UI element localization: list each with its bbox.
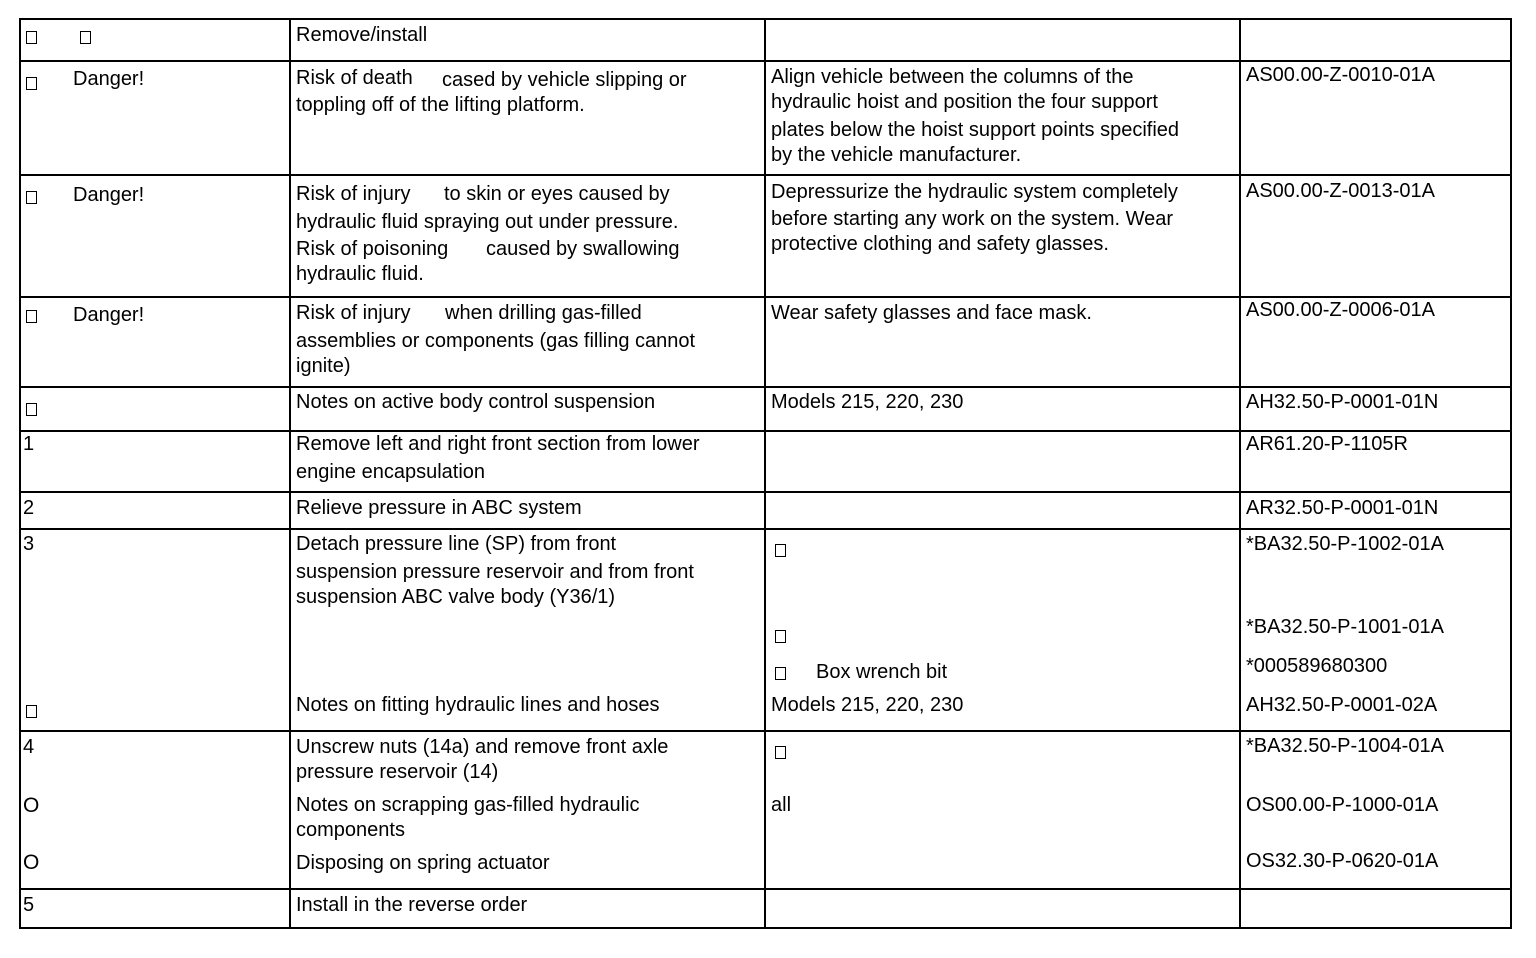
note-text: Notes on active body control suspension: [296, 391, 656, 413]
tool-label: Box wrench bit: [816, 661, 948, 683]
info-icon: [26, 705, 37, 718]
warning-icon: [26, 191, 37, 204]
measure-text: before starting any work on the system. Wear: [771, 208, 1174, 230]
note-text: components: [296, 819, 405, 841]
hazard-text: Risk of injury: [296, 183, 411, 205]
hazard-text: caused by swallowing: [486, 238, 680, 260]
hazard-text: Risk of injury: [296, 302, 411, 324]
danger-label: Danger!: [73, 184, 145, 206]
hazard-text: Risk of poisoning: [296, 238, 449, 260]
image-icon[interactable]: [775, 746, 786, 759]
step-text: suspension pressure reservoir and from front: [296, 561, 694, 583]
warning-icon: [26, 310, 37, 323]
measure-text: Wear safety glasses and face mask.: [771, 302, 1092, 324]
environment-marker: O: [23, 851, 40, 874]
danger-label: Danger!: [73, 304, 145, 326]
models-text: Models 215, 220, 230: [771, 391, 964, 413]
hazard-text: cased by vehicle slipping or: [442, 69, 687, 91]
step-text: suspension ABC valve body (Y36/1): [296, 586, 616, 608]
step-number: 4: [23, 736, 35, 758]
hazard-text: hydraulic fluid.: [296, 263, 424, 285]
reference-link[interactable]: AH32.50-P-0001-02A: [1246, 694, 1438, 716]
step-text: Remove left and right front section from lower: [296, 433, 700, 455]
warning-icon: [26, 77, 37, 90]
hazard-text: ignite): [296, 355, 351, 377]
tool-number[interactable]: *000589680300: [1246, 655, 1388, 677]
reference-link[interactable]: AS00.00-Z-0010-01A: [1246, 64, 1436, 86]
models-text: all: [771, 794, 792, 816]
info-icon: [26, 403, 37, 416]
hazard-text: assemblies or components (gas filling cannot: [296, 330, 696, 352]
reference-link[interactable]: AH32.50-P-0001-01N: [1246, 391, 1439, 413]
measure-text: Align vehicle between the columns of the: [771, 66, 1134, 88]
column-divider: [1239, 20, 1241, 927]
step-number: 1: [23, 433, 35, 455]
reference-link[interactable]: OS32.30-P-0620-01A: [1246, 850, 1439, 872]
reference-link[interactable]: *BA32.50-P-1004-01A: [1246, 735, 1444, 757]
reference-link[interactable]: OS00.00-P-1000-01A: [1246, 794, 1439, 816]
note-text: Notes on fitting hydraulic lines and hoses: [296, 694, 660, 716]
image-icon[interactable]: [775, 544, 786, 557]
step-text: Relieve pressure in ABC system: [296, 497, 582, 519]
header-action: Remove/install: [296, 24, 428, 46]
step-text: Detach pressure line (SP) from front: [296, 533, 617, 555]
note-text: Disposing on spring actuator: [296, 852, 550, 874]
missing-glyph-icon: [26, 31, 37, 44]
hazard-text: hydraulic fluid spraying out under pressure.: [296, 211, 679, 233]
hazard-text: Risk of death: [296, 67, 413, 89]
hazard-text: when drilling gas-filled: [445, 302, 642, 324]
reference-link[interactable]: AR32.50-P-0001-01N: [1246, 497, 1439, 519]
column-divider: [289, 20, 291, 927]
measure-text: by the vehicle manufacturer.: [771, 144, 1022, 166]
tool-icon: [775, 667, 786, 680]
step-text: engine encapsulation: [296, 461, 486, 483]
hazard-text: toppling off of the lifting platform.: [296, 94, 585, 116]
hazard-text: to skin or eyes caused by: [444, 183, 670, 205]
reference-link[interactable]: AS00.00-Z-0006-01A: [1246, 299, 1436, 321]
measure-text: plates below the hoist support points specified: [771, 119, 1180, 141]
step-text: pressure reservoir (14): [296, 761, 499, 783]
danger-label: Danger!: [73, 68, 145, 90]
column-divider: [764, 20, 766, 927]
measure-text: Depressurize the hydraulic system completely: [771, 181, 1178, 203]
procedure-table: [19, 18, 1512, 929]
image-icon[interactable]: [775, 630, 786, 643]
measure-text: protective clothing and safety glasses.: [771, 233, 1109, 255]
step-number: 5: [23, 894, 35, 916]
reference-link[interactable]: *BA32.50-P-1001-01A: [1246, 616, 1444, 638]
models-text: Models 215, 220, 230: [771, 694, 964, 716]
step-number: 2: [23, 497, 35, 519]
step-number: 3: [23, 533, 35, 555]
reference-link[interactable]: AS00.00-Z-0013-01A: [1246, 180, 1436, 202]
measure-text: hydraulic hoist and position the four support: [771, 91, 1158, 113]
step-text: Unscrew nuts (14a) and remove front axle: [296, 736, 669, 758]
environment-marker: O: [23, 794, 40, 817]
reference-link[interactable]: AR61.20-P-1105R: [1246, 433, 1408, 455]
reference-link[interactable]: *BA32.50-P-1002-01A: [1246, 533, 1444, 555]
missing-glyph-icon: [80, 31, 91, 44]
step-text: Install in the reverse order: [296, 894, 528, 916]
note-text: Notes on scrapping gas-filled hydraulic: [296, 794, 640, 816]
